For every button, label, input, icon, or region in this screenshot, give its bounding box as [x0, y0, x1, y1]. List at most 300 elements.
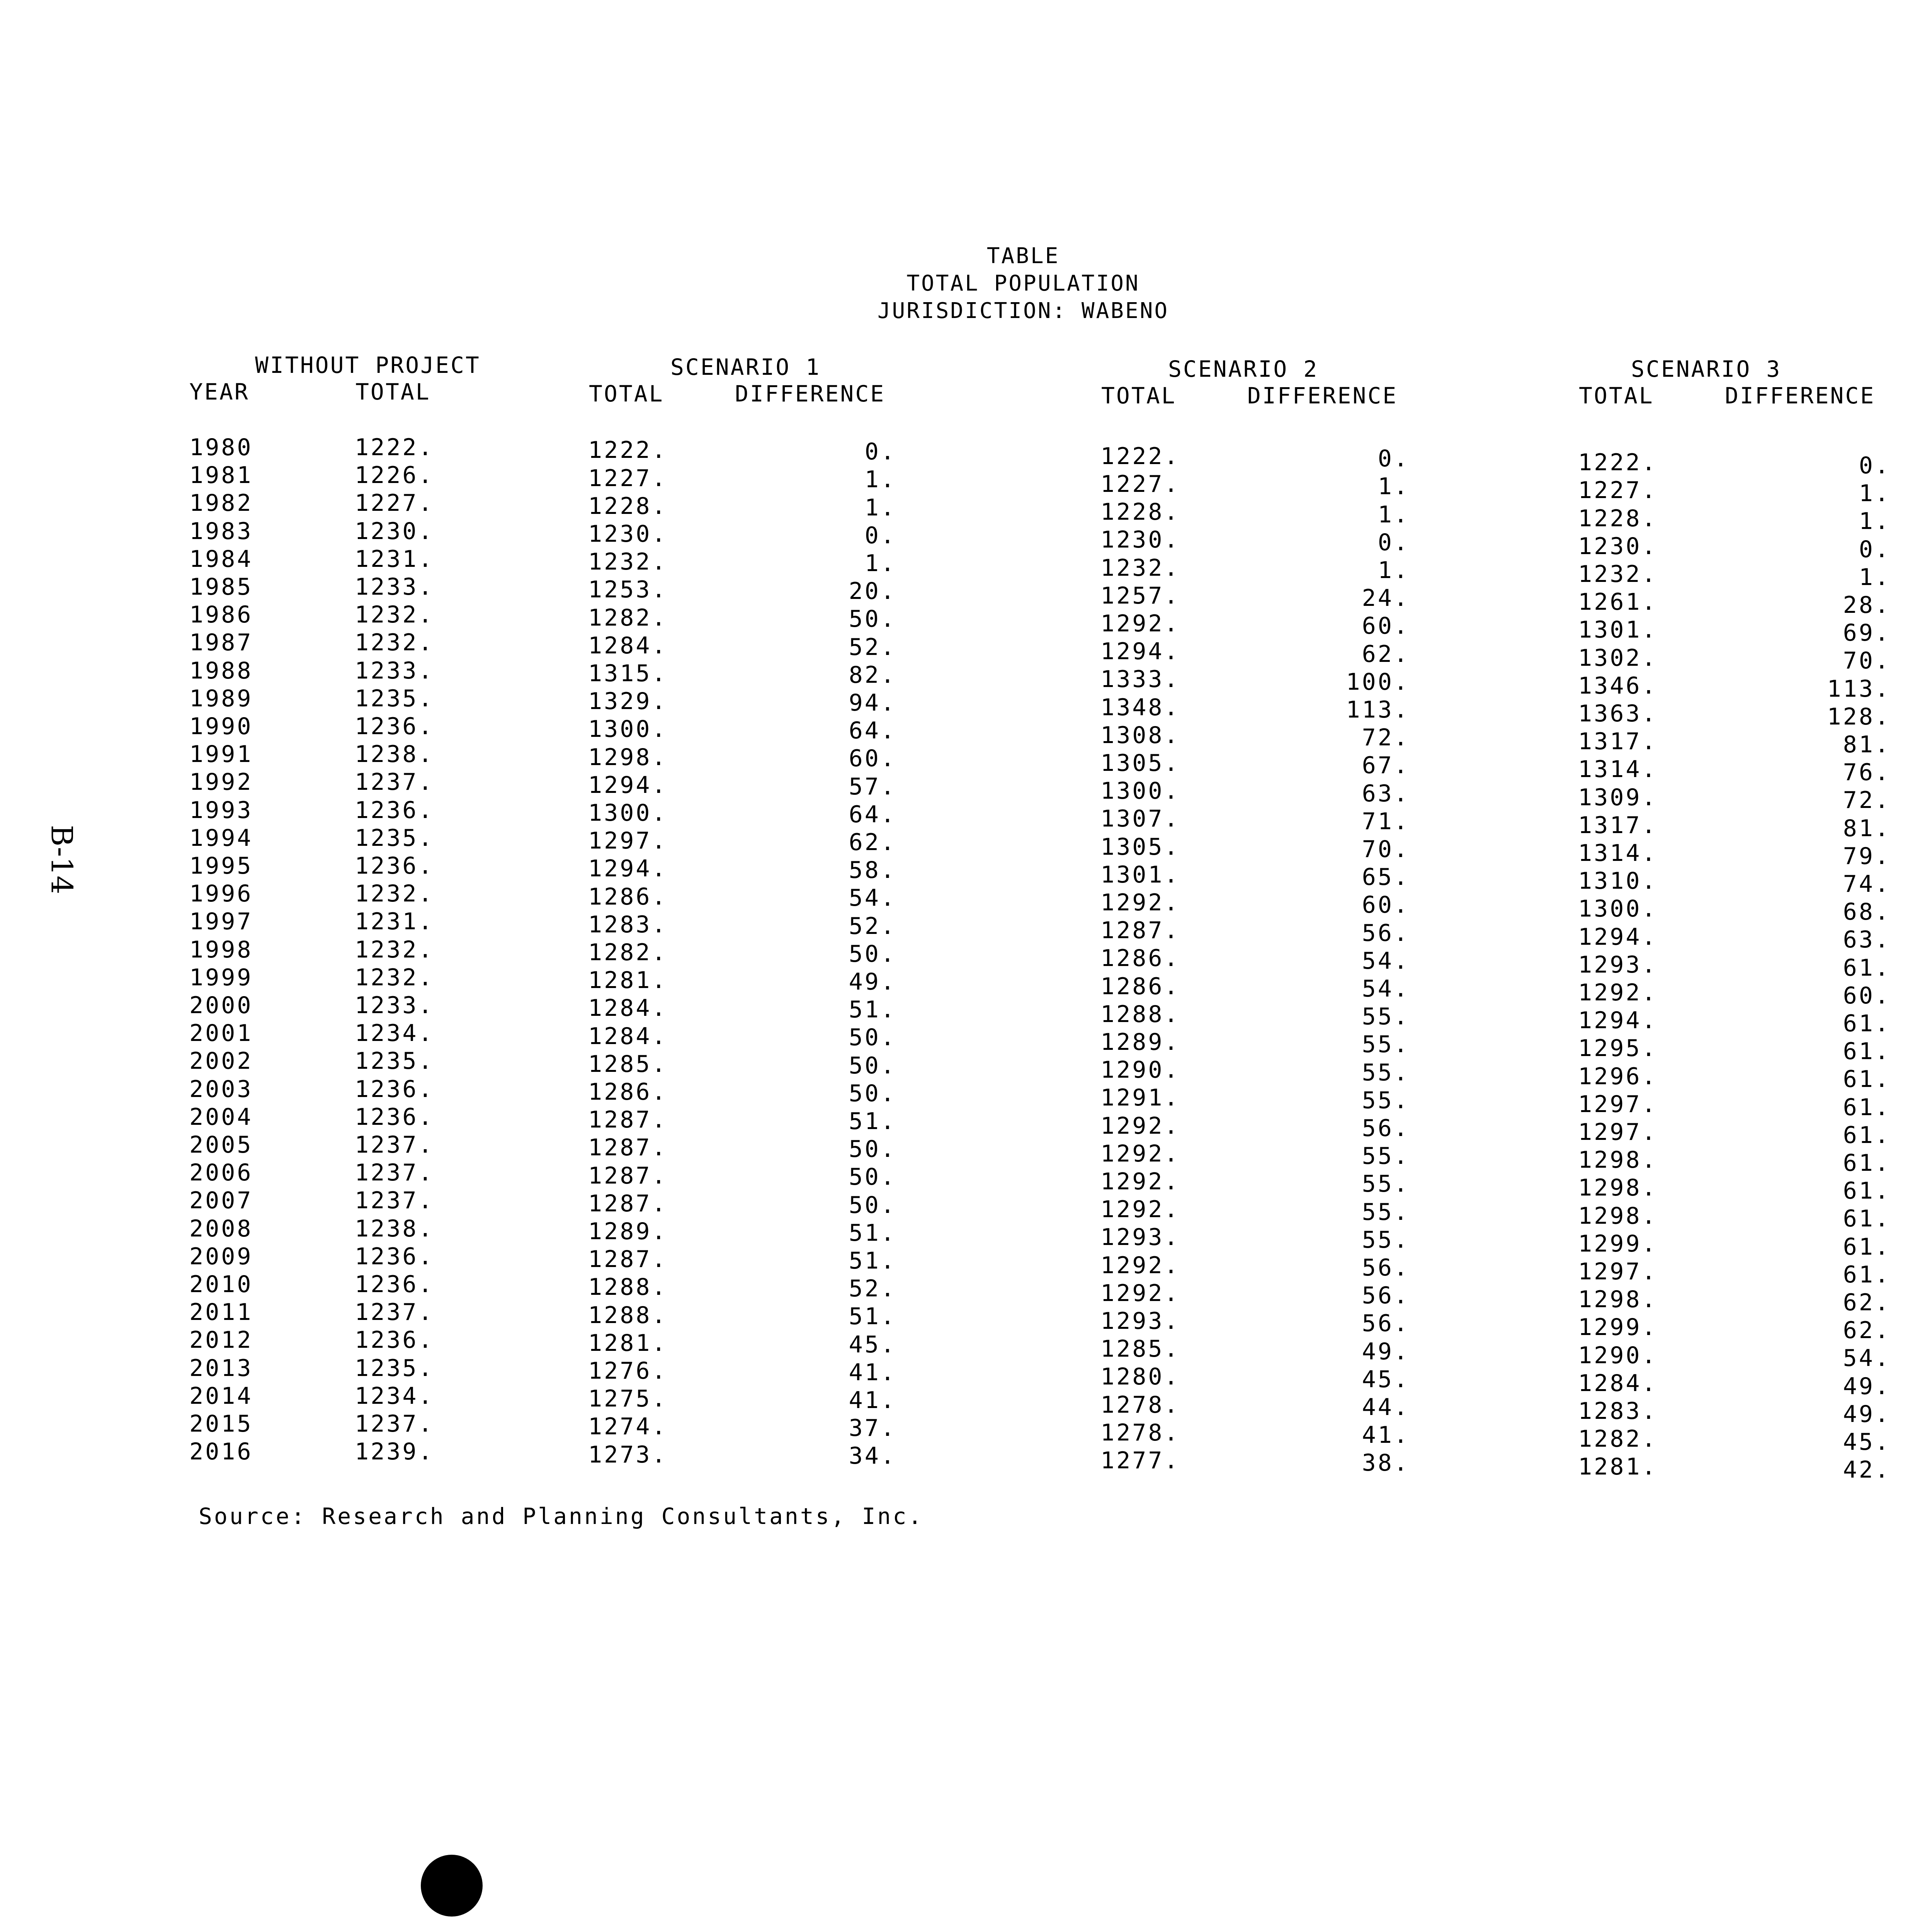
cell-s2-difference: 60. — [1362, 612, 1410, 640]
cell-s1-total: 1284. — [588, 1022, 668, 1050]
column-header-s1-difference: DIFFERENCE — [735, 381, 886, 407]
cell-s2-difference: 0. — [1378, 445, 1410, 473]
cell-s3-total: 1297. — [1578, 1119, 1658, 1146]
cell-s2-total: 1289. — [1100, 1028, 1180, 1056]
cell-s3-difference: 49. — [1843, 1372, 1891, 1400]
cell-s1-total: 1289. — [588, 1218, 668, 1245]
cell-total: 1232. — [355, 629, 434, 656]
cell-total: 1232. — [355, 936, 434, 963]
cell-total: 1222. — [355, 434, 434, 461]
group-header-scenario-2: SCENARIO 2 — [1168, 356, 1319, 382]
column-header-s3-total: TOTAL — [1579, 383, 1654, 409]
cell-s3-total: 1228. — [1578, 505, 1658, 532]
cell-s1-difference: 64. — [849, 717, 896, 745]
cell-s3-difference: 61. — [1843, 1261, 1891, 1288]
cell-s3-difference: 68. — [1843, 898, 1891, 926]
cell-s1-difference: 50. — [849, 1191, 896, 1219]
cell-s2-difference: 63. — [1362, 780, 1410, 807]
cell-year: 2003 — [189, 1075, 253, 1103]
cell-total: 1230. — [355, 517, 434, 545]
source-note: Source: Research and Planning Consultants, Inc. — [199, 1503, 924, 1529]
cell-s2-total: 1292. — [1100, 1112, 1180, 1139]
cell-s1-total: 1230. — [588, 520, 668, 548]
cell-s1-total: 1232. — [588, 548, 668, 576]
cell-s1-difference: 0. — [864, 522, 896, 549]
cell-s2-difference: 0. — [1378, 529, 1410, 556]
cell-s2-difference: 45. — [1362, 1366, 1410, 1393]
cell-s1-difference: 1. — [864, 549, 896, 577]
cell-s1-total: 1284. — [588, 632, 668, 659]
cell-s3-total: 1301. — [1578, 616, 1658, 644]
cell-s2-total: 1286. — [1100, 973, 1180, 1000]
jurisdiction-label: JURISDICTION: WABENO — [877, 298, 1169, 323]
cell-s1-total: 1284. — [588, 995, 668, 1022]
cell-year: 1997 — [189, 908, 253, 935]
cell-total: 1236. — [355, 1103, 434, 1131]
cell-s1-difference: 41. — [849, 1359, 896, 1386]
cell-s3-total: 1292. — [1578, 979, 1658, 1006]
cell-year: 1981 — [189, 462, 253, 489]
cell-s1-difference: 49. — [849, 968, 896, 995]
cell-s3-total: 1302. — [1578, 644, 1658, 672]
cell-s3-difference: 62. — [1843, 1289, 1891, 1316]
cell-s2-difference: 1. — [1378, 501, 1410, 528]
cell-total: 1237. — [355, 769, 434, 796]
cell-s3-total: 1290. — [1578, 1342, 1658, 1369]
cell-s2-difference: 100. — [1346, 668, 1410, 696]
cell-s1-difference: 51. — [849, 996, 896, 1024]
cell-s1-total: 1253. — [588, 576, 668, 604]
cell-year: 2000 — [189, 992, 253, 1019]
cell-s3-difference: 54. — [1843, 1345, 1891, 1372]
cell-s2-difference: 56. — [1362, 919, 1410, 947]
cell-year: 1982 — [189, 490, 253, 517]
cell-s1-total: 1315. — [588, 660, 668, 687]
cell-total: 1237. — [355, 1299, 434, 1326]
cell-s1-difference: 50. — [849, 1136, 896, 1163]
cell-s1-difference: 50. — [849, 1024, 896, 1051]
column-header-s3-difference: DIFFERENCE — [1725, 383, 1876, 409]
cell-s2-total: 1292. — [1100, 889, 1180, 916]
cell-s2-difference: 113. — [1346, 696, 1410, 723]
cell-year: 2005 — [189, 1131, 253, 1158]
cell-s1-difference: 0. — [864, 438, 896, 466]
cell-s3-difference: 0. — [1859, 452, 1891, 479]
cell-s1-total: 1227. — [588, 464, 668, 492]
cell-year: 1998 — [189, 936, 253, 963]
cell-total: 1236. — [355, 852, 434, 879]
cell-s1-difference: 64. — [849, 801, 896, 828]
cell-s2-total: 1292. — [1100, 1196, 1180, 1223]
cell-s2-total: 1348. — [1100, 694, 1180, 721]
cell-year: 2012 — [189, 1327, 253, 1354]
group-header-without-project: WITHOUT PROJECT — [255, 352, 481, 378]
cell-s2-difference: 1. — [1378, 556, 1410, 584]
cell-s2-total: 1333. — [1100, 666, 1180, 693]
cell-total: 1238. — [355, 741, 434, 768]
cell-s2-total: 1301. — [1100, 861, 1180, 888]
cell-s2-total: 1228. — [1100, 498, 1180, 526]
cell-s2-total: 1292. — [1100, 1252, 1180, 1279]
cell-s2-total: 1305. — [1100, 749, 1180, 777]
cell-s3-total: 1230. — [1578, 532, 1658, 560]
cell-year: 2015 — [189, 1410, 253, 1437]
cell-s3-difference: 49. — [1843, 1400, 1891, 1428]
cell-s1-difference: 50. — [849, 1052, 896, 1079]
cell-s3-difference: 42. — [1843, 1456, 1891, 1484]
cell-s3-total: 1298. — [1578, 1146, 1658, 1174]
cell-s2-total: 1291. — [1100, 1084, 1180, 1112]
cell-s1-difference: 52. — [849, 1275, 896, 1303]
cell-s2-difference: 55. — [1362, 1143, 1410, 1170]
cell-s3-total: 1281. — [1578, 1453, 1658, 1481]
column-header-year: YEAR — [189, 379, 250, 405]
cell-s2-difference: 55. — [1362, 1031, 1410, 1058]
cell-s2-total: 1305. — [1100, 833, 1180, 861]
cell-year: 1985 — [189, 573, 253, 600]
cell-year: 1988 — [189, 657, 253, 684]
cell-s1-total: 1273. — [588, 1441, 668, 1468]
cell-s2-total: 1292. — [1100, 610, 1180, 637]
cell-year: 1989 — [189, 685, 253, 712]
cell-total: 1235. — [355, 685, 434, 712]
cell-s2-total: 1292. — [1100, 1140, 1180, 1167]
cell-s1-difference: 94. — [849, 689, 896, 716]
cell-s2-difference: 49. — [1362, 1338, 1410, 1365]
cell-s1-total: 1298. — [588, 743, 668, 771]
cell-total: 1234. — [355, 1020, 434, 1047]
cell-s3-total: 1232. — [1578, 561, 1658, 588]
cell-s1-total: 1288. — [588, 1301, 668, 1329]
cell-total: 1237. — [355, 1410, 434, 1437]
cell-s2-total: 1288. — [1100, 1000, 1180, 1028]
cell-s1-difference: 51. — [849, 1107, 896, 1135]
cell-s2-difference: 55. — [1362, 1198, 1410, 1226]
cell-s3-total: 1314. — [1578, 756, 1658, 783]
cell-s1-difference: 45. — [849, 1331, 896, 1358]
cell-s1-total: 1282. — [588, 939, 668, 966]
cell-s3-difference: 69. — [1843, 619, 1891, 647]
cell-total: 1232. — [355, 601, 434, 629]
cell-s2-total: 1292. — [1100, 1279, 1180, 1307]
cell-s2-difference: 60. — [1362, 891, 1410, 919]
cell-s2-difference: 55. — [1362, 1170, 1410, 1198]
cell-s2-difference: 55. — [1362, 1087, 1410, 1114]
cell-total: 1233. — [355, 657, 434, 684]
cell-total: 1235. — [355, 1048, 434, 1075]
cell-year: 1983 — [189, 517, 253, 545]
cell-year: 2006 — [189, 1159, 253, 1187]
cell-s2-total: 1308. — [1100, 721, 1180, 749]
cell-total: 1227. — [355, 490, 434, 517]
cell-s3-difference: 74. — [1843, 870, 1891, 898]
cell-s1-difference: 51. — [849, 1303, 896, 1330]
group-header-scenario-3: SCENARIO 3 — [1631, 356, 1782, 382]
cell-s3-total: 1297. — [1578, 1258, 1658, 1285]
cell-year: 1986 — [189, 601, 253, 629]
cell-s1-difference: 37. — [849, 1415, 896, 1442]
cell-s3-total: 1299. — [1578, 1314, 1658, 1341]
cell-s2-total: 1278. — [1100, 1419, 1180, 1446]
cell-s1-total: 1283. — [588, 911, 668, 938]
cell-s2-total: 1300. — [1100, 777, 1180, 805]
cell-total: 1232. — [355, 880, 434, 908]
cell-s3-total: 1227. — [1578, 477, 1658, 504]
cell-s2-difference: 56. — [1362, 1282, 1410, 1310]
cell-s1-total: 1300. — [588, 799, 668, 827]
cell-total: 1226. — [355, 462, 434, 489]
cell-s3-difference: 70. — [1843, 647, 1891, 675]
cell-s1-total: 1294. — [588, 855, 668, 883]
cell-s2-total: 1292. — [1100, 1168, 1180, 1195]
cell-year: 2009 — [189, 1243, 253, 1270]
cell-s2-difference: 54. — [1362, 947, 1410, 975]
cell-s3-difference: 72. — [1843, 787, 1891, 814]
cell-s1-total: 1275. — [588, 1385, 668, 1413]
cell-s1-difference: 50. — [849, 940, 896, 968]
cell-s2-difference: 56. — [1362, 1114, 1410, 1142]
cell-s1-difference: 54. — [849, 884, 896, 912]
cell-total: 1234. — [355, 1382, 434, 1410]
cell-s2-total: 1277. — [1100, 1447, 1180, 1474]
cell-year: 1984 — [189, 545, 253, 573]
cell-total: 1236. — [355, 1075, 434, 1103]
cell-s3-total: 1299. — [1578, 1230, 1658, 1257]
cell-s1-total: 1329. — [588, 688, 668, 715]
cell-s3-total: 1222. — [1578, 449, 1658, 476]
cell-s3-total: 1317. — [1578, 811, 1658, 839]
cell-total: 1232. — [355, 964, 434, 991]
cell-s3-total: 1298. — [1578, 1286, 1658, 1313]
cell-s1-difference: 51. — [849, 1247, 896, 1274]
cell-s3-difference: 61. — [1843, 1038, 1891, 1065]
cell-s1-difference: 41. — [849, 1386, 896, 1414]
cell-s1-difference: 51. — [849, 1219, 896, 1247]
cell-s3-difference: 62. — [1843, 1317, 1891, 1344]
cell-s2-total: 1285. — [1100, 1335, 1180, 1363]
cell-total: 1236. — [355, 713, 434, 740]
cell-s1-total: 1222. — [588, 437, 668, 464]
cell-s3-difference: 28. — [1843, 591, 1891, 619]
cell-s2-difference: 55. — [1362, 1003, 1410, 1031]
cell-s2-difference: 55. — [1362, 1059, 1410, 1086]
cell-year: 1995 — [189, 852, 253, 879]
cell-s3-total: 1298. — [1578, 1202, 1658, 1230]
cell-s3-total: 1363. — [1578, 700, 1658, 727]
cell-s2-difference: 1. — [1378, 473, 1410, 500]
cell-s3-difference: 81. — [1843, 731, 1891, 758]
cell-s3-difference: 63. — [1843, 926, 1891, 954]
cell-s2-total: 1222. — [1100, 442, 1180, 470]
cell-s1-difference: 52. — [849, 912, 896, 940]
cell-s3-difference: 61. — [1843, 954, 1891, 981]
cell-s3-difference: 1. — [1859, 508, 1891, 535]
cell-s1-total: 1287. — [588, 1190, 668, 1217]
cell-year: 2010 — [189, 1271, 253, 1298]
cell-s3-difference: 1. — [1859, 563, 1891, 591]
cell-s3-difference: 61. — [1843, 1233, 1891, 1260]
cell-s2-difference: 70. — [1362, 835, 1410, 863]
cell-s1-difference: 1. — [864, 494, 896, 521]
cell-s2-difference: 56. — [1362, 1254, 1410, 1281]
cell-total: 1235. — [355, 1354, 434, 1382]
cell-year: 2013 — [189, 1354, 253, 1382]
cell-total: 1235. — [355, 824, 434, 852]
cell-year: 2008 — [189, 1215, 253, 1242]
cell-s1-difference: 34. — [849, 1442, 896, 1470]
cell-s2-total: 1290. — [1100, 1056, 1180, 1084]
cell-s2-difference: 71. — [1362, 808, 1410, 835]
cell-s1-total: 1286. — [588, 1078, 668, 1105]
cell-s3-difference: 45. — [1843, 1428, 1891, 1456]
cell-s1-total: 1288. — [588, 1274, 668, 1301]
cell-s3-total: 1294. — [1578, 923, 1658, 951]
cell-s1-difference: 50. — [849, 605, 896, 633]
cell-s3-difference: 61. — [1843, 1121, 1891, 1149]
cell-total: 1238. — [355, 1215, 434, 1242]
cell-total: 1237. — [355, 1131, 434, 1158]
cell-year: 2016 — [189, 1438, 253, 1466]
cell-s3-difference: 113. — [1827, 675, 1891, 702]
cell-s1-difference: 1. — [864, 466, 896, 493]
cell-s2-difference: 41. — [1362, 1422, 1410, 1449]
cell-total: 1231. — [355, 545, 434, 573]
cell-s1-total: 1286. — [588, 883, 668, 910]
cell-s1-total: 1281. — [588, 1329, 668, 1357]
cell-total: 1236. — [355, 1327, 434, 1354]
cell-year: 1993 — [189, 796, 253, 824]
cell-s1-difference: 52. — [849, 633, 896, 661]
page-number-label: B-14 — [44, 825, 79, 895]
cell-s1-total: 1287. — [588, 1134, 668, 1162]
cell-s2-total: 1230. — [1100, 526, 1180, 554]
table-title: TABLE — [986, 243, 1060, 269]
cell-s3-total: 1282. — [1578, 1425, 1658, 1453]
cell-total: 1239. — [355, 1438, 434, 1466]
cell-s3-total: 1297. — [1578, 1090, 1658, 1118]
cell-s3-difference: 61. — [1843, 1094, 1891, 1121]
cell-s3-total: 1346. — [1578, 672, 1658, 699]
cell-s3-difference: 61. — [1843, 1205, 1891, 1233]
cell-s2-difference: 56. — [1362, 1310, 1410, 1337]
group-header-scenario-1: SCENARIO 1 — [670, 354, 821, 380]
cell-s3-difference: 1. — [1859, 480, 1891, 507]
cell-total: 1233. — [355, 992, 434, 1019]
cell-total: 1237. — [355, 1159, 434, 1187]
cell-s3-total: 1300. — [1578, 895, 1658, 923]
cell-s1-total: 1287. — [588, 1162, 668, 1189]
cell-s3-difference: 61. — [1843, 1066, 1891, 1093]
column-header-s1-total: TOTAL — [589, 381, 664, 407]
column-header-s2-total: TOTAL — [1101, 383, 1177, 409]
cell-s3-difference: 79. — [1843, 842, 1891, 870]
cell-s3-total: 1284. — [1578, 1369, 1658, 1397]
binder-hole-left — [421, 1855, 483, 1917]
cell-s2-difference: 24. — [1362, 585, 1410, 612]
cell-s1-difference: 50. — [849, 1163, 896, 1191]
cell-s1-total: 1287. — [588, 1246, 668, 1273]
cell-s3-difference: 61. — [1843, 1149, 1891, 1177]
cell-s1-total: 1281. — [588, 967, 668, 994]
cell-s3-difference: 128. — [1827, 703, 1891, 730]
cell-s3-difference: 81. — [1843, 815, 1891, 842]
cell-s3-difference: 61. — [1843, 1177, 1891, 1205]
cell-total: 1237. — [355, 1187, 434, 1214]
cell-s2-total: 1227. — [1100, 470, 1180, 498]
cell-s2-total: 1278. — [1100, 1391, 1180, 1418]
cell-total: 1231. — [355, 908, 434, 935]
cell-year: 1987 — [189, 629, 253, 656]
cell-year: 1999 — [189, 964, 253, 991]
cell-year: 1994 — [189, 824, 253, 852]
cell-s2-total: 1307. — [1100, 805, 1180, 833]
cell-s3-total: 1317. — [1578, 728, 1658, 755]
cell-year: 2004 — [189, 1103, 253, 1131]
cell-s3-difference: 61. — [1843, 1010, 1891, 1037]
table-subtitle: TOTAL POPULATION — [906, 271, 1140, 296]
cell-s3-total: 1309. — [1578, 784, 1658, 811]
cell-s2-total: 1294. — [1100, 638, 1180, 665]
cell-s2-difference: 65. — [1362, 864, 1410, 891]
cell-s1-difference: 60. — [849, 745, 896, 772]
cell-year: 2002 — [189, 1048, 253, 1075]
cell-s2-difference: 44. — [1362, 1393, 1410, 1421]
cell-s1-total: 1294. — [588, 771, 668, 799]
cell-s1-difference: 50. — [849, 1080, 896, 1107]
cell-s1-total: 1300. — [588, 716, 668, 743]
cell-s1-difference: 62. — [849, 828, 896, 856]
cell-s3-difference: 60. — [1843, 982, 1891, 1009]
cell-s1-total: 1287. — [588, 1106, 668, 1134]
cell-s2-total: 1286. — [1100, 945, 1180, 972]
cell-year: 2014 — [189, 1382, 253, 1410]
cell-s2-difference: 38. — [1362, 1449, 1410, 1477]
cell-s3-total: 1310. — [1578, 867, 1658, 895]
cell-s2-total: 1280. — [1100, 1363, 1180, 1391]
cell-s2-difference: 54. — [1362, 975, 1410, 1002]
cell-year: 2007 — [189, 1187, 253, 1214]
cell-s1-total: 1297. — [588, 827, 668, 855]
cell-s3-total: 1261. — [1578, 588, 1658, 616]
cell-total: 1233. — [355, 573, 434, 600]
cell-s3-total: 1314. — [1578, 840, 1658, 867]
cell-s1-difference: 82. — [849, 661, 896, 689]
cell-year: 1980 — [189, 434, 253, 461]
cell-s2-total: 1293. — [1100, 1307, 1180, 1335]
cell-s2-difference: 62. — [1362, 640, 1410, 668]
cell-total: 1236. — [355, 1243, 434, 1270]
cell-s1-total: 1276. — [588, 1357, 668, 1384]
cell-s3-total: 1293. — [1578, 951, 1658, 978]
cell-s2-total: 1232. — [1100, 554, 1180, 582]
cell-s3-total: 1295. — [1578, 1035, 1658, 1062]
cell-s1-total: 1285. — [588, 1050, 668, 1078]
cell-total: 1236. — [355, 796, 434, 824]
cell-s2-total: 1293. — [1100, 1224, 1180, 1251]
cell-year: 2001 — [189, 1020, 253, 1047]
cell-year: 1990 — [189, 713, 253, 740]
cell-year: 2011 — [189, 1299, 253, 1326]
cell-s2-difference: 67. — [1362, 752, 1410, 779]
cell-s1-difference: 58. — [849, 857, 896, 884]
cell-s2-difference: 55. — [1362, 1226, 1410, 1253]
column-header-total: TOTAL — [355, 379, 431, 405]
cell-total: 1236. — [355, 1271, 434, 1298]
cell-s1-total: 1274. — [588, 1413, 668, 1440]
column-header-s2-difference: DIFFERENCE — [1247, 383, 1398, 409]
cell-s1-total: 1282. — [588, 604, 668, 631]
cell-s2-total: 1287. — [1100, 917, 1180, 944]
